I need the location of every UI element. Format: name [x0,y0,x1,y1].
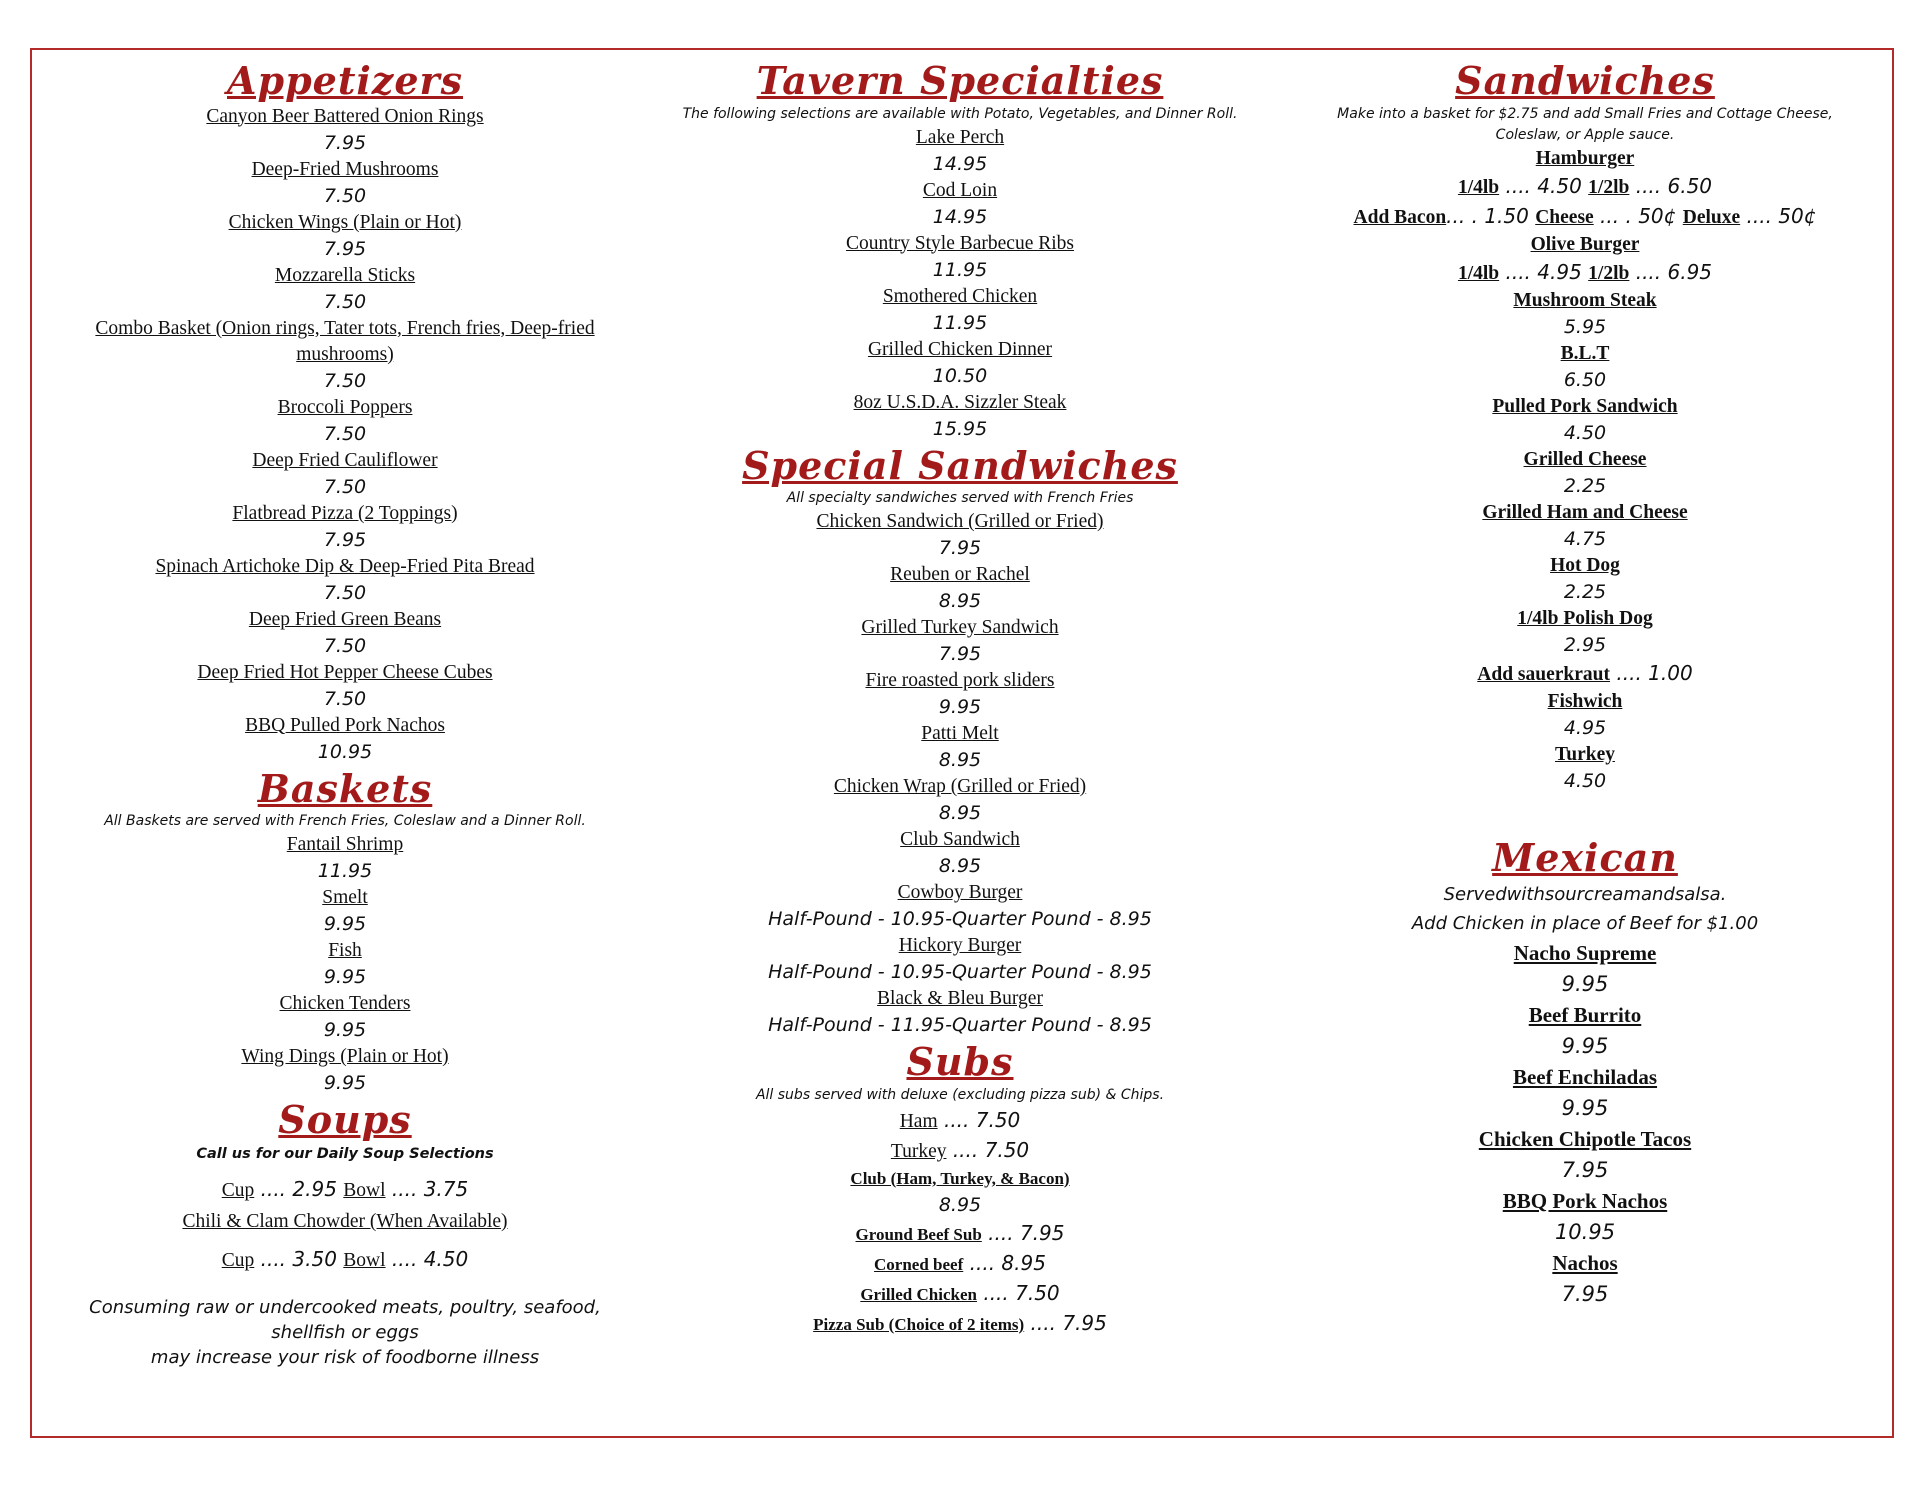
menu-item-price: 2.95 [1563,633,1607,656]
size-label: 1/4lb [1457,176,1500,198]
olive-burger-name: Olive Burger [1530,233,1640,255]
menu-item-price: Half-Pound - 10.95-Quarter Pound - 8.95 [768,961,1152,984]
menu-item-price: 8.95 [938,855,982,878]
menu-item-name: Grilled Chicken Dinner [867,338,1053,360]
sub-price: .... 7.50 [937,1107,1021,1132]
menu-item-name: Lake Perch [915,126,1005,148]
soup-cup-label: Cup [221,1179,255,1201]
sub-price: .... 7.50 [946,1137,1030,1162]
menu-item-price: 11.95 [932,258,988,281]
menu-item-name: Black & Bleu Burger [877,988,1043,1010]
menu-item-name: Deep Fried Cauliflower [252,449,438,471]
menu-item-name: BBQ Pulled Pork Nachos [245,714,445,736]
menu-item-name: Combo Basket (Onion rings, Tater tots, French fries, Deep-fried mushrooms) [95,317,595,365]
menu-item-name: Flatbread Pizza (2 Toppings) [232,502,458,524]
soups-title: Soups [278,1097,412,1143]
sauerkraut-row [1290,659,1880,689]
sandwiches-list-2 [1290,689,1880,795]
menu-item-name: Club Sandwich [900,829,1020,851]
menu-item-price: 7.50 [323,634,367,657]
menu-item-price: 7.95 [323,131,367,154]
soup-bowl-label: Bowl [343,1249,386,1271]
menu-item-name: BBQ Pork Nachos [1502,1189,1668,1214]
menu-item-name: Pulled Pork Sandwich [1492,395,1678,417]
addons-row [1290,202,1880,232]
sub-turkey-row [680,1136,1240,1166]
soup-cup-label: Cup [221,1249,255,1271]
menu-item-name: 1/4lb Polish Dog [1517,607,1653,629]
menu-item-name: Reuben or Rachel [890,564,1030,586]
menu-item-price: 4.50 [1563,769,1607,792]
mexican-title: Mexican [1492,834,1678,880]
soup-cup-price: .... 2.95 [254,1176,344,1201]
appetizers-list [55,104,635,766]
sub-name: Ham [899,1110,938,1132]
sub-price: .... 8.95 [963,1250,1046,1275]
addon-label: Add Bacon [1353,206,1447,228]
soup-special-name: Chili & Clam Chowder (When Available) [182,1210,508,1232]
soup-special-cup-bowl-row [55,1245,635,1275]
menu-item-price: 9.95 [1561,1096,1609,1121]
menu-item-name: Fish [328,940,362,962]
menu-item-price: 9.95 [323,966,367,989]
disclaimer-line-1: Consuming raw or undercooked meats, poultry, seafood, shellfish or eggs [89,1296,601,1343]
menu-item-price: 2.25 [1563,474,1607,497]
menu-item-name: Chicken Chipotle Tacos [1478,1127,1692,1152]
menu-item-price: 7.50 [323,369,367,392]
menu-item-price: 11.95 [317,860,373,883]
menu-item-price: 8.95 [938,802,982,825]
addon-label: Cheese [1535,206,1594,228]
menu-item-price: 7.95 [938,537,982,560]
menu-item-price: 7.95 [1561,1158,1609,1183]
size-price: .... 6.95 [1629,259,1713,284]
menu-item-name: Grilled Cheese [1523,448,1647,470]
menu-item-price: 5.95 [1563,315,1607,338]
menu-item-price: 10.95 [1554,1220,1616,1245]
baskets-note: All Baskets are served with French Fries, Coleslaw and a Dinner Roll. [104,813,586,830]
hamburger-name: Hamburger [1535,147,1635,169]
sub-pizza-row [680,1309,1240,1339]
menu-item-price: 9.95 [323,1019,367,1042]
menu-item-name: Deep Fried Hot Pepper Cheese Cubes [197,661,493,683]
column-right [1290,58,1880,1310]
addon-price: .... 1.00 [1610,660,1693,685]
tavern-title: Tavern Specialties [756,58,1164,103]
menu-item-name: Grilled Turkey Sandwich [861,617,1059,639]
sub-corned-beef-row [680,1249,1240,1279]
addon-price: ... . 50¢ [1593,203,1683,228]
menu-item-name: Fishwich [1547,690,1623,712]
subs-note: All subs served with deluxe (excluding pizza sub) & Chips. [755,1086,1165,1103]
menu-item-name: Nacho Supreme [1513,941,1657,966]
sub-club-name: Club (Ham, Turkey, & Bacon) [850,1168,1070,1188]
menu-item-price: 8.95 [938,590,982,613]
size-label: 1/2lb [1588,262,1630,284]
sub-name: Corned beef [874,1254,964,1274]
menu-item-price: 4.50 [1563,421,1607,444]
column-left [55,58,635,1370]
menu-item-price: 4.75 [1563,527,1607,550]
menu-item-price: Half-Pound - 10.95-Quarter Pound - 8.95 [768,908,1152,931]
menu-item-price: 4.95 [1563,716,1607,739]
sub-name: Ground Beef Sub [855,1224,982,1244]
sub-ground-beef-row [680,1219,1240,1249]
menu-item-name: B.L.T [1560,342,1610,364]
menu-item-name: Canyon Beer Battered Onion Rings [206,105,484,127]
sub-price: .... 7.50 [976,1280,1060,1305]
special-sandwiches-note: All specialty sandwiches served with French Fries [786,490,1134,507]
menu-item-price: 8.95 [938,749,982,772]
sub-name: Pizza Sub (Choice of 2 items) [813,1314,1025,1334]
menu-item-price: 7.95 [323,528,367,551]
addon-label: Add sauerkraut [1477,663,1611,685]
sub-club-price: 8.95 [938,1193,982,1216]
mexican-list [1290,938,1880,1310]
menu-item-name: Wing Dings (Plain or Hot) [241,1046,449,1068]
sandwiches-title: Sandwiches [1455,58,1715,103]
menu-item-name: Beef Enchiladas [1512,1065,1658,1090]
subs-title: Subs [906,1039,1014,1085]
sub-name: Turkey [890,1140,947,1162]
menu-item-price: 7.95 [938,643,982,666]
menu-item-name: Turkey [1555,743,1615,765]
special-sandwiches-list [680,509,1240,1039]
menu-item-name: Smelt [322,887,368,909]
menu-item-price: 7.50 [323,687,367,710]
sub-ham-row [680,1106,1240,1136]
menu-item-name: Deep-Fried Mushrooms [251,158,439,180]
menu-item-price: 10.95 [317,740,373,763]
menu-item-price: 2.25 [1563,580,1607,603]
menu-item-name: Chicken Tenders [279,993,411,1015]
menu-item-price: Half-Pound - 11.95-Quarter Pound - 8.95 [768,1014,1152,1037]
menu-item-price: 7.95 [1561,1282,1609,1307]
size-price: .... 4.95 [1499,259,1589,284]
soup-bowl-price: .... 4.50 [385,1246,469,1271]
menu-item-price: 9.95 [938,696,982,719]
sub-price: .... 7.95 [1024,1310,1107,1335]
menu-item-price: 9.95 [323,1072,367,1095]
menu-item-price: 7.50 [323,290,367,313]
menu-item-name: Fantail Shrimp [286,834,404,856]
addon-label: Deluxe [1682,206,1741,228]
menu-item-name: Cowboy Burger [897,882,1023,904]
menu-item-name: 8oz U.S.D.A. Sizzler Steak [853,391,1067,413]
menu-item-name: Nachos [1552,1251,1618,1276]
soup-cup-bowl-row [55,1175,635,1205]
addon-price: ... . 1.50 [1446,203,1536,228]
soup-cup-price: .... 3.50 [254,1246,344,1271]
baskets-list [55,832,635,1097]
baskets-title: Baskets [257,765,433,811]
sandwiches-note: Make into a basket for $2.75 and add Small Fries and Cottage Cheese, Coleslaw, or Apple sauce. [1337,105,1833,143]
menu-item-price: 6.50 [1563,368,1607,391]
size-label: 1/4lb [1457,262,1500,284]
menu-item-name: Hot Dog [1550,554,1620,576]
menu-item-name: Country Style Barbecue Ribs [845,232,1074,254]
mexican-note-1: Servedwithsourcreamandsalsa. [1443,884,1727,906]
menu-item-price: 15.95 [932,417,988,440]
appetizers-title: Appetizers [227,58,463,103]
size-price: .... 4.50 [1499,173,1589,198]
menu-item-name: Hickory Burger [898,935,1022,957]
menu-item-price: 7.95 [323,237,367,260]
menu-item-price: 9.95 [323,913,367,936]
addon-price: .... 50¢ [1740,203,1817,228]
special-sandwiches-title: Special Sandwiches [742,442,1178,488]
sub-grilled-chicken-row [680,1279,1240,1309]
tavern-list [680,125,1240,443]
menu-item-name: Chicken Wrap (Grilled or Fried) [833,776,1087,798]
menu-item-price: 7.50 [323,422,367,445]
menu-item-price: 7.50 [323,581,367,604]
mexican-note-2: Add Chicken in place of Beef for $1.00 [1411,913,1759,935]
disclaimer-line-2: may increase your risk of foodborne illness [150,1346,540,1368]
menu-item-name: Chicken Sandwich (Grilled or Fried) [816,511,1104,533]
sub-price: .... 7.95 [981,1220,1065,1245]
soup-bowl-price: .... 3.75 [385,1176,469,1201]
menu-item-name: Cod Loin [922,179,998,201]
soup-bowl-label: Bowl [343,1179,386,1201]
size-price: .... 6.50 [1629,173,1713,198]
hamburger-prices-row [1290,172,1880,202]
soups-note: Call us for our Daily Soup Selections [196,1145,494,1162]
size-label: 1/2lb [1588,176,1630,198]
menu-item-name: Mozzarella Sticks [274,264,416,286]
menu-item-name: Deep Fried Green Beans [248,608,442,630]
menu-item-price: 14.95 [932,205,988,228]
menu-item-name: Chicken Wings (Plain or Hot) [228,211,462,233]
menu-item-name: Spinach Artichoke Dip & Deep-Fried Pita Bread [155,555,535,577]
olive-burger-prices-row [1290,258,1880,288]
column-middle [680,58,1240,1339]
menu-item-price: 11.95 [932,311,988,334]
menu-item-name: Grilled Ham and Cheese [1482,501,1688,523]
tavern-note: The following selections are available with Potato, Vegetables, and Dinner Roll. [682,105,1238,122]
menu-item-price: 14.95 [932,152,988,175]
menu-item-price: 9.95 [1561,1034,1609,1059]
menu-item-name: Beef Burrito [1528,1003,1642,1028]
sandwiches-list [1290,288,1880,659]
menu-item-name: Broccoli Poppers [277,396,413,418]
menu-item-price: 7.50 [323,475,367,498]
menu-item-name: Fire roasted pork sliders [865,670,1055,692]
menu-item-price: 10.50 [932,364,988,387]
menu-item-price: 7.50 [323,184,367,207]
menu-item-name: Smothered Chicken [882,285,1038,307]
sub-name: Grilled Chicken [860,1284,977,1304]
menu-item-price: 9.95 [1561,972,1609,997]
menu-item-name: Patti Melt [921,723,999,745]
menu-item-name: Mushroom Steak [1513,289,1657,311]
